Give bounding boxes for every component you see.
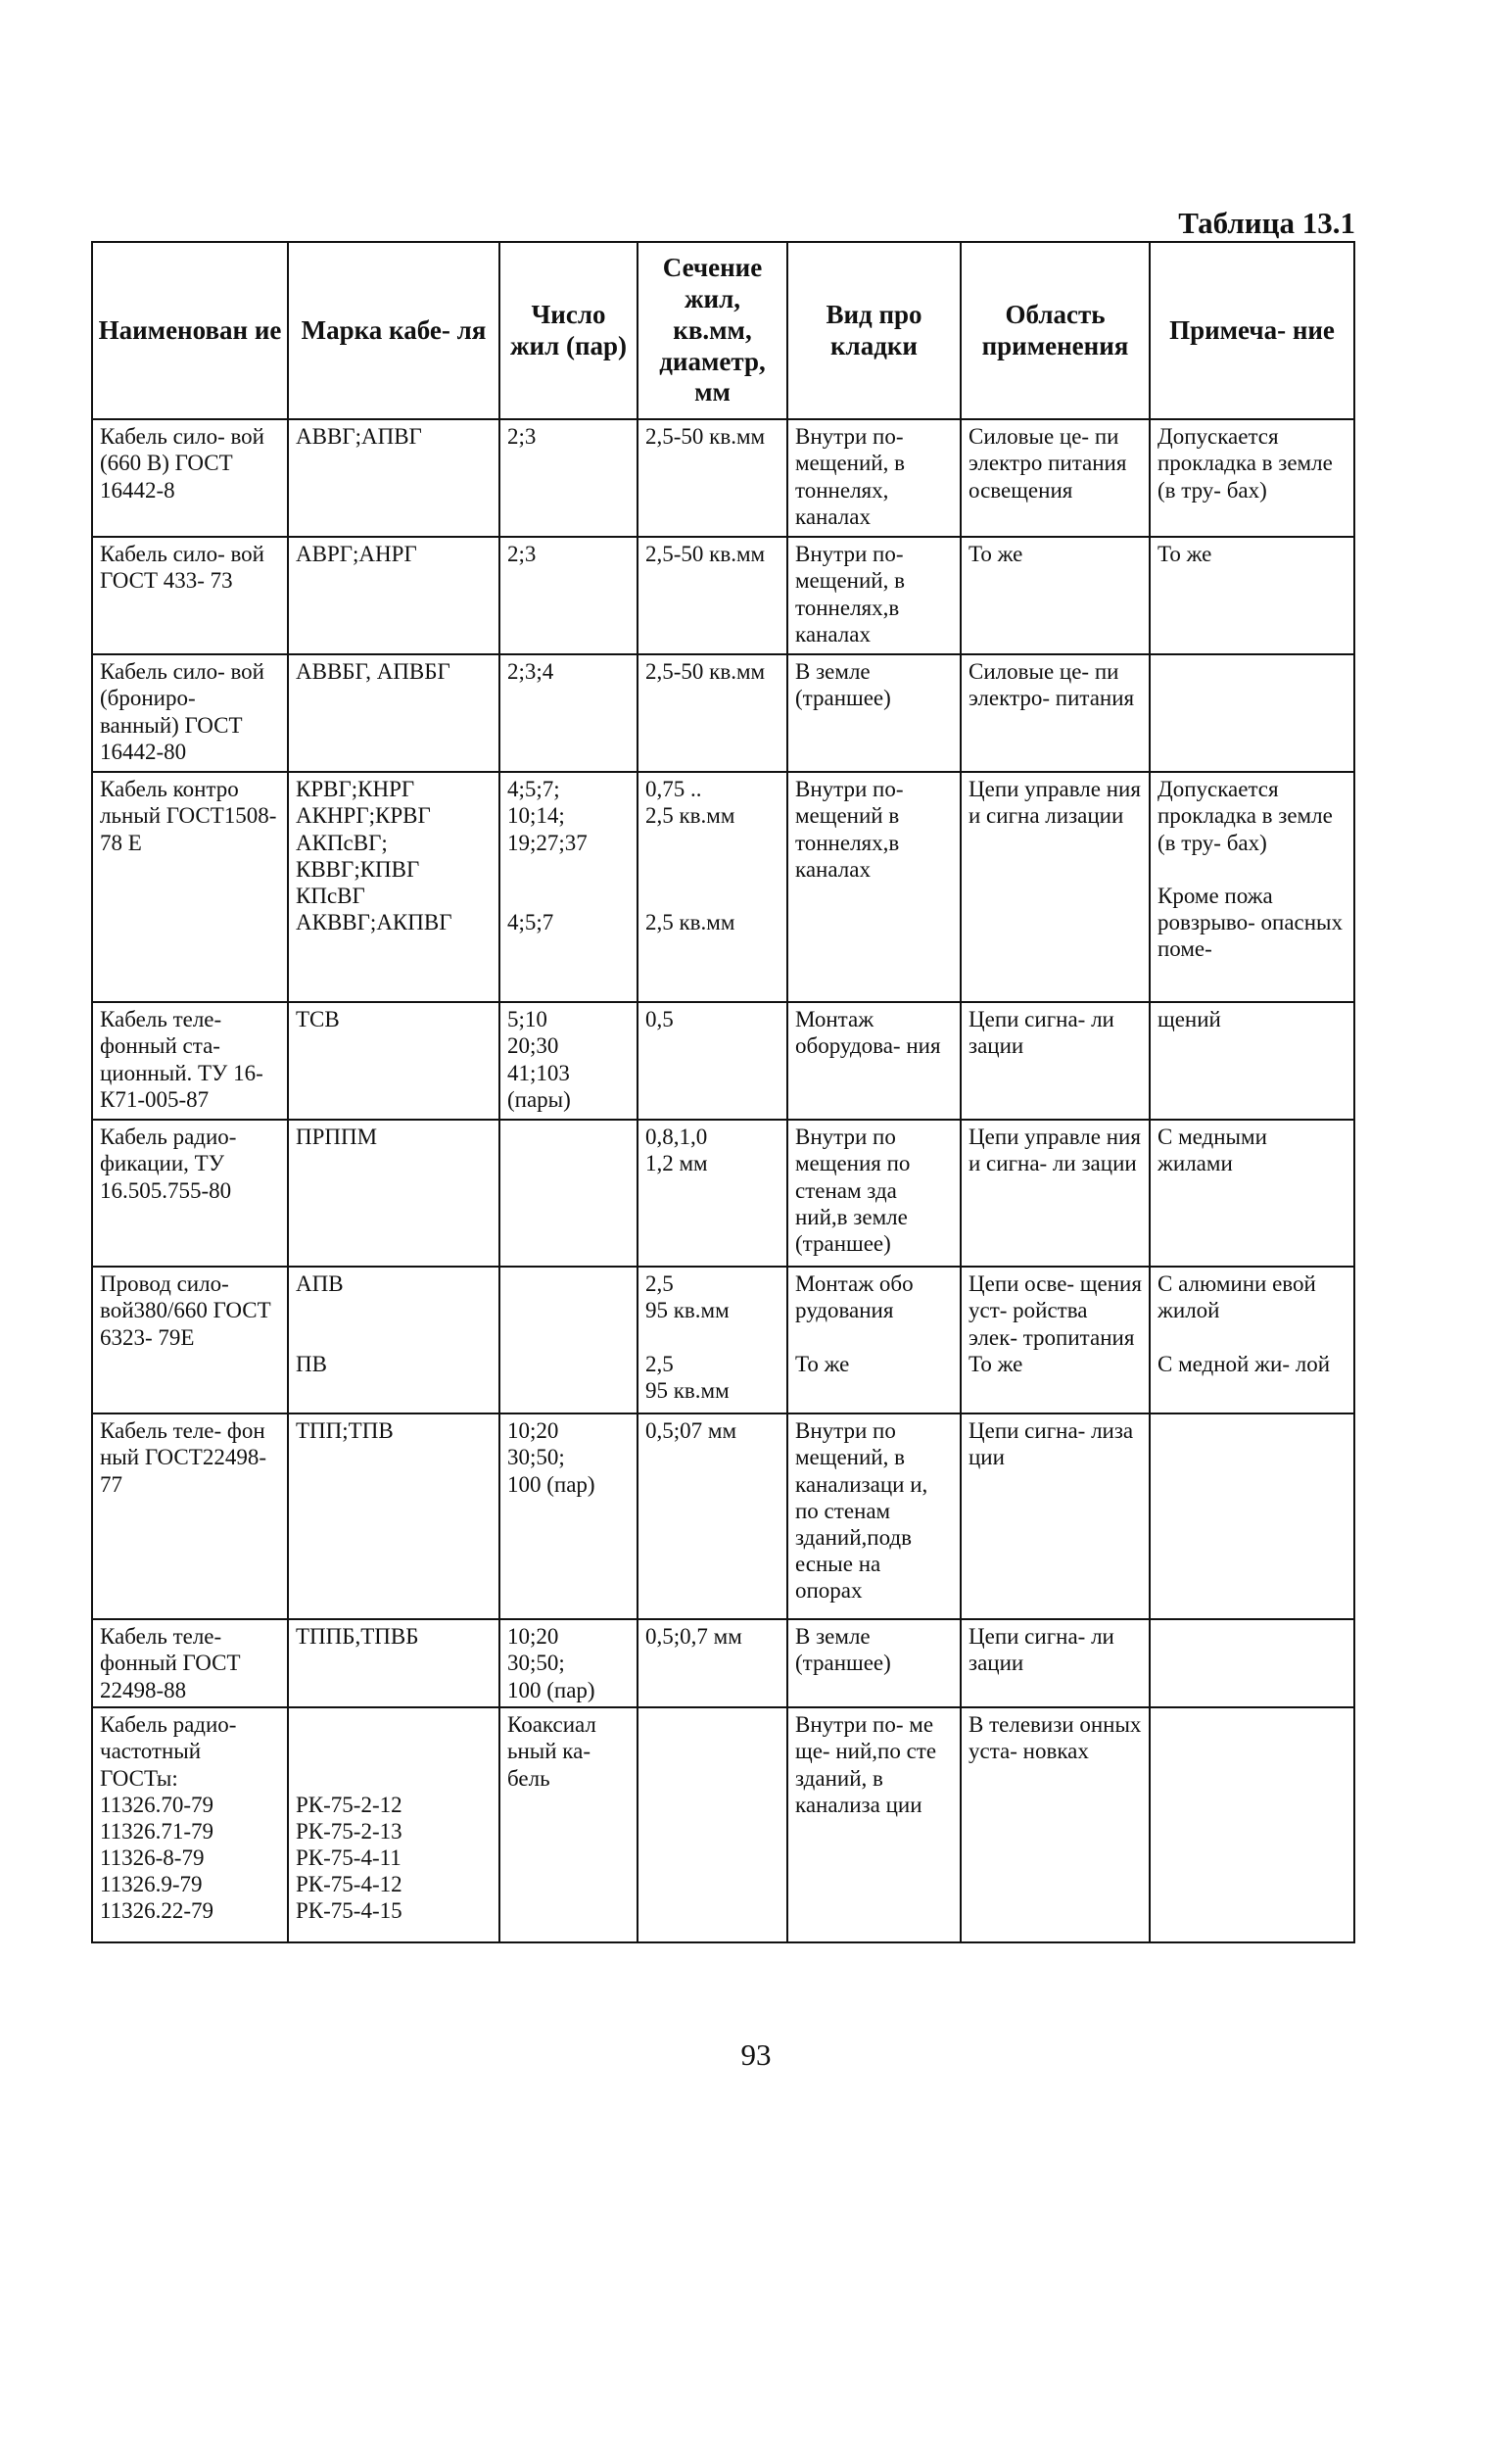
- table-row: [92, 654, 1354, 772]
- cell-cores: Коаксиал ьный ка- бель: [499, 1707, 638, 1942]
- cell-application: Силовые це- пи электро питания освещения: [961, 419, 1150, 537]
- cell-application: Цепи сигна- ли зации: [961, 1002, 1150, 1120]
- table-row: [92, 772, 1354, 1002]
- cell-brand: АВРГ;АНРГ: [288, 537, 499, 654]
- cell-brand: РК-75-2-12 РК-75-2-13 РК-75-4-11 РК-75-4-12 РК-75-4-15: [288, 1707, 499, 1942]
- cell-cores: 10;20 30;50; 100 (пар): [499, 1619, 638, 1707]
- page-number: 93: [740, 2037, 772, 2072]
- cell-name: Кабель сило- вой ГОСТ 433- 73: [92, 537, 288, 654]
- table-row: [92, 1707, 1354, 1942]
- cell-application: Цепи управле ния и сигна лизации: [961, 772, 1150, 1002]
- cell-laying: В земле (траншее): [787, 654, 961, 772]
- cell-laying: Монтаж обо рудования То же: [787, 1267, 961, 1413]
- cell-application: Цепи сигна- лиза ции: [961, 1413, 1150, 1619]
- cell-cores: 2;3: [499, 419, 638, 537]
- header-brand: Марка кабе- ля: [288, 242, 499, 419]
- cell-application: Силовые це- пи электро- питания: [961, 654, 1150, 772]
- table-row: [92, 1267, 1354, 1413]
- cell-application: То же: [961, 537, 1150, 654]
- table-row: [92, 537, 1354, 654]
- header-laying: Вид про кладки: [787, 242, 961, 419]
- cell-name: Кабель радио- частотный ГОСТы: 11326.70-79 11326.71-79 11326-8-79 11326.9-79 11326.22-79: [92, 1707, 288, 1942]
- table-row: [92, 419, 1354, 537]
- cell-application: В телевизи онных уста- новках: [961, 1707, 1150, 1942]
- cell-note: То же: [1150, 537, 1354, 654]
- cell-laying: Внутри по мещения по стенам зда ний,в земле (траншее): [787, 1120, 961, 1267]
- cell-name: Кабель теле- фонный ГОСТ 22498-88: [92, 1619, 288, 1707]
- cell-laying: Внутри по мещений, в канализаци и, по стенам зданий,подв есные на опорах: [787, 1413, 961, 1619]
- cell-note: Допускается прокладка в земле (в тру- бах) Кроме пожа ровзрыво- опасных поме-: [1150, 772, 1354, 1002]
- table-row: [92, 1619, 1354, 1707]
- cable-table: [91, 241, 1355, 1943]
- cell-cores: 5;10 20;30 41;103 (пары): [499, 1002, 638, 1120]
- table-row: [92, 1002, 1354, 1120]
- cell-name: Кабель сило- вой (брониро- ванный) ГОСТ 16442-80: [92, 654, 288, 772]
- cell-laying: Внутри по- мещений в тоннелях,в каналах: [787, 772, 961, 1002]
- cell-note: [1150, 1707, 1354, 1942]
- header-name: Наименован ие: [92, 242, 288, 419]
- table-caption: Таблица 13.1: [1178, 206, 1355, 240]
- cell-cores: 2;3: [499, 537, 638, 654]
- table-row: [92, 1413, 1354, 1619]
- cell-name: Провод сило- вой380/660 ГОСТ 6323- 79Е: [92, 1267, 288, 1413]
- cell-section: 2,5-50 кв.мм: [638, 654, 787, 772]
- cell-section: 2,5-50 кв.мм: [638, 537, 787, 654]
- cell-cores: 10;20 30;50; 100 (пар): [499, 1413, 638, 1619]
- header-section: Сечение жил, кв.мм, диаметр, мм: [638, 242, 787, 419]
- cell-section: 0,5;07 мм: [638, 1413, 787, 1619]
- cell-brand: ТСВ: [288, 1002, 499, 1120]
- cell-section: 0,75 .. 2,5 кв.мм 2,5 кв.мм: [638, 772, 787, 1002]
- cell-laying: Внутри по- ме ще- ний,по сте зданий, в канализа ции: [787, 1707, 961, 1942]
- cell-name: Кабель радио- фикации, ТУ 16.505.755-80: [92, 1120, 288, 1267]
- cell-brand: АВВБГ, АПВБГ: [288, 654, 499, 772]
- cell-section: 2,5-50 кв.мм: [638, 419, 787, 537]
- cell-brand: КРВГ;КНРГ АКНРГ;КРВГ АКПсВГ; КВВГ;КПВГ КПсВГ АКВВГ;АКПВГ: [288, 772, 499, 1002]
- cell-brand: ТППБ,ТПВБ: [288, 1619, 499, 1707]
- cell-application: Цепи управле ния и сигна- ли зации: [961, 1120, 1150, 1267]
- cell-brand: ТПП;ТПВ: [288, 1413, 499, 1619]
- table-header-row: [92, 242, 1354, 419]
- cell-name: Кабель сило- вой (660 В) ГОСТ 16442-8: [92, 419, 288, 537]
- cell-section: [638, 1707, 787, 1942]
- cell-note: С медными жилами: [1150, 1120, 1354, 1267]
- cell-note: Допускается прокладка в земле (в тру- бах): [1150, 419, 1354, 537]
- cell-section: 0,5: [638, 1002, 787, 1120]
- cell-brand: ПРППМ: [288, 1120, 499, 1267]
- cell-cores: [499, 1267, 638, 1413]
- cell-cores: [499, 1120, 638, 1267]
- cell-note: [1150, 1619, 1354, 1707]
- cell-laying: Внутри по- мещений, в тоннелях, каналах: [787, 419, 961, 537]
- cell-application: Цепи сигна- ли зации: [961, 1619, 1150, 1707]
- cell-cores: 2;3;4: [499, 654, 638, 772]
- cell-name: Кабель теле- фон ный ГОСТ22498-77: [92, 1413, 288, 1619]
- cell-section: 0,8,1,0 1,2 мм: [638, 1120, 787, 1267]
- table-row: [92, 1120, 1354, 1267]
- cell-brand: АПВ ПВ: [288, 1267, 499, 1413]
- cell-laying: В земле (траншее): [787, 1619, 961, 1707]
- cell-cores: 4;5;7; 10;14; 19;27;37 4;5;7: [499, 772, 638, 1002]
- cell-laying: Внутри по- мещений, в тоннелях,в каналах: [787, 537, 961, 654]
- cell-section: 2,5 95 кв.мм 2,5 95 кв.мм: [638, 1267, 787, 1413]
- header-cores: Число жил (пар): [499, 242, 638, 419]
- cell-name: Кабель контро льный ГОСТ1508-78 Е: [92, 772, 288, 1002]
- header-application: Область применения: [961, 242, 1150, 419]
- cell-section: 0,5;0,7 мм: [638, 1619, 787, 1707]
- cell-laying: Монтаж оборудова- ния: [787, 1002, 961, 1120]
- header-note: Примеча- ние: [1150, 242, 1354, 419]
- cell-note: [1150, 1413, 1354, 1619]
- cell-brand: АВВГ;АПВГ: [288, 419, 499, 537]
- cell-application: Цепи осве- щения уст- ройства элек- тропитания То же: [961, 1267, 1150, 1413]
- cell-note: [1150, 654, 1354, 772]
- cell-note: щений: [1150, 1002, 1354, 1120]
- cell-name: Кабель теле- фонный ста- ционный. ТУ 16-К71-005-87: [92, 1002, 288, 1120]
- cell-note: С алюмини евой жилой С медной жи- лой: [1150, 1267, 1354, 1413]
